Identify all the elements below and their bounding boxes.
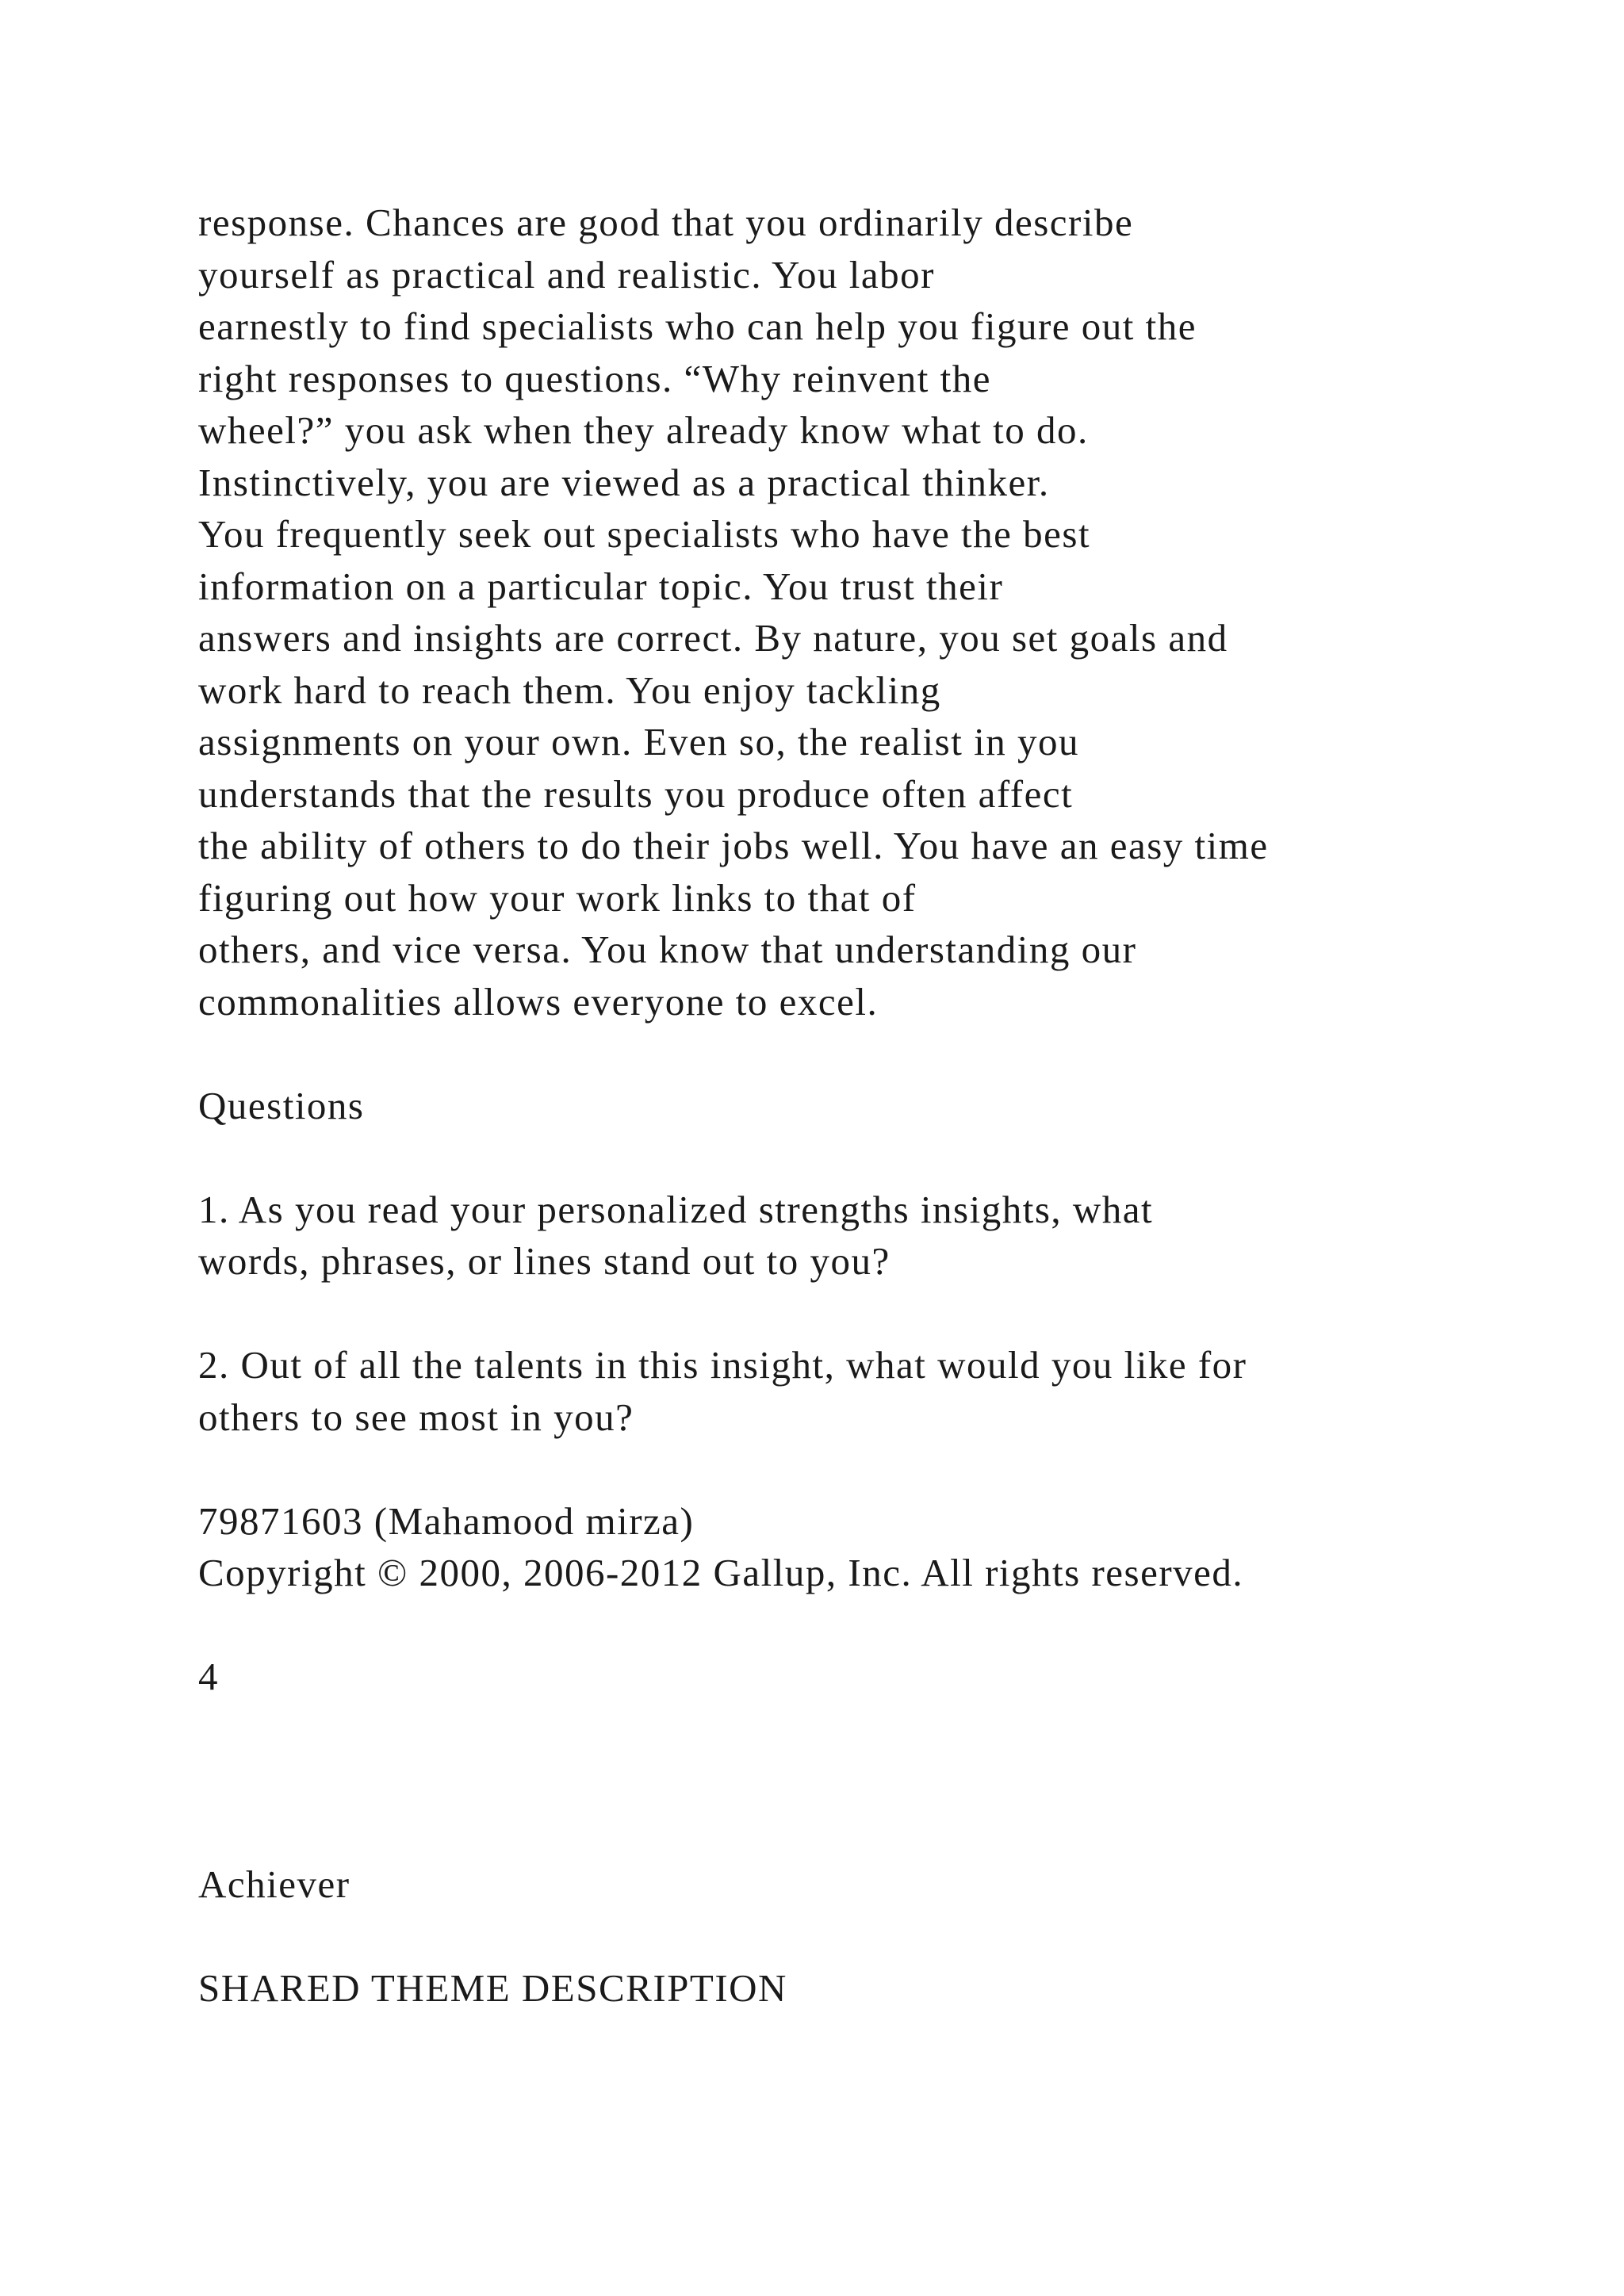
footer-id: 79871603 (Mahamood mirza) <box>198 1498 695 1543</box>
body-line: wheel?” you ask when they already know what to do. <box>198 408 1089 452</box>
body-line: commonalities allows everyone to excel. <box>198 979 879 1024</box>
body-line: answers and insights are correct. By nature, you set goals and <box>198 616 1228 660</box>
body-line: work hard to reach them. You enjoy tackling <box>198 668 941 712</box>
body-line: figuring out how your work links to that of <box>198 875 917 920</box>
body-line: response. Chances are good that you ordinarily describe <box>198 201 1134 244</box>
question-2-line: others to see most in you? <box>198 1395 634 1439</box>
copyright-notice: Copyright © 2000, 2006-2012 Gallup, Inc. All rights reserved. <box>198 1551 1244 1594</box>
body-line: You frequently seek out specialists who have the best <box>198 512 1091 556</box>
body-line: understands that the results you produce often affect <box>198 771 1074 816</box>
body-line: information on a particular topic. You trust their <box>198 564 1004 608</box>
spacer <box>198 1599 1546 1651</box>
body-line: the ability of others to do their jobs well. You have an easy time <box>198 824 1269 867</box>
question-1-line: 1. As you read your personalized strengths insights, what <box>198 1187 1154 1231</box>
questions-heading: Questions <box>198 1083 365 1127</box>
body-line: right responses to questions. “Why reinvent the <box>198 356 991 400</box>
body-line: assignments on your own. Even so, the realist in you <box>198 720 1079 763</box>
body-line: others, and vice versa. You know that understanding our <box>198 928 1137 971</box>
body-line: earnestly to find specialists who can help you figure out the <box>198 304 1197 348</box>
spacer <box>198 1911 1546 1963</box>
section-subtitle: SHARED THEME DESCRIPTION <box>198 1966 787 2010</box>
spacer <box>198 1131 1546 1184</box>
section-title: Achiever <box>198 1862 350 1906</box>
body-line: Instinctively, you are viewed as a practical thinker. <box>198 460 1050 504</box>
document-text <box>198 197 1546 2015</box>
spacer <box>198 1443 1546 1495</box>
page-number: 4 <box>198 1655 219 1698</box>
question-2-line: 2. Out of all the talents in this insight, what would you like for <box>198 1343 1247 1387</box>
question-1-line: words, phrases, or lines stand out to you? <box>198 1239 891 1283</box>
spacer <box>198 1288 1546 1340</box>
spacer <box>198 1703 1546 1859</box>
body-line: yourself as practical and realistic. You labor <box>198 252 935 297</box>
spacer <box>198 1027 1546 1080</box>
